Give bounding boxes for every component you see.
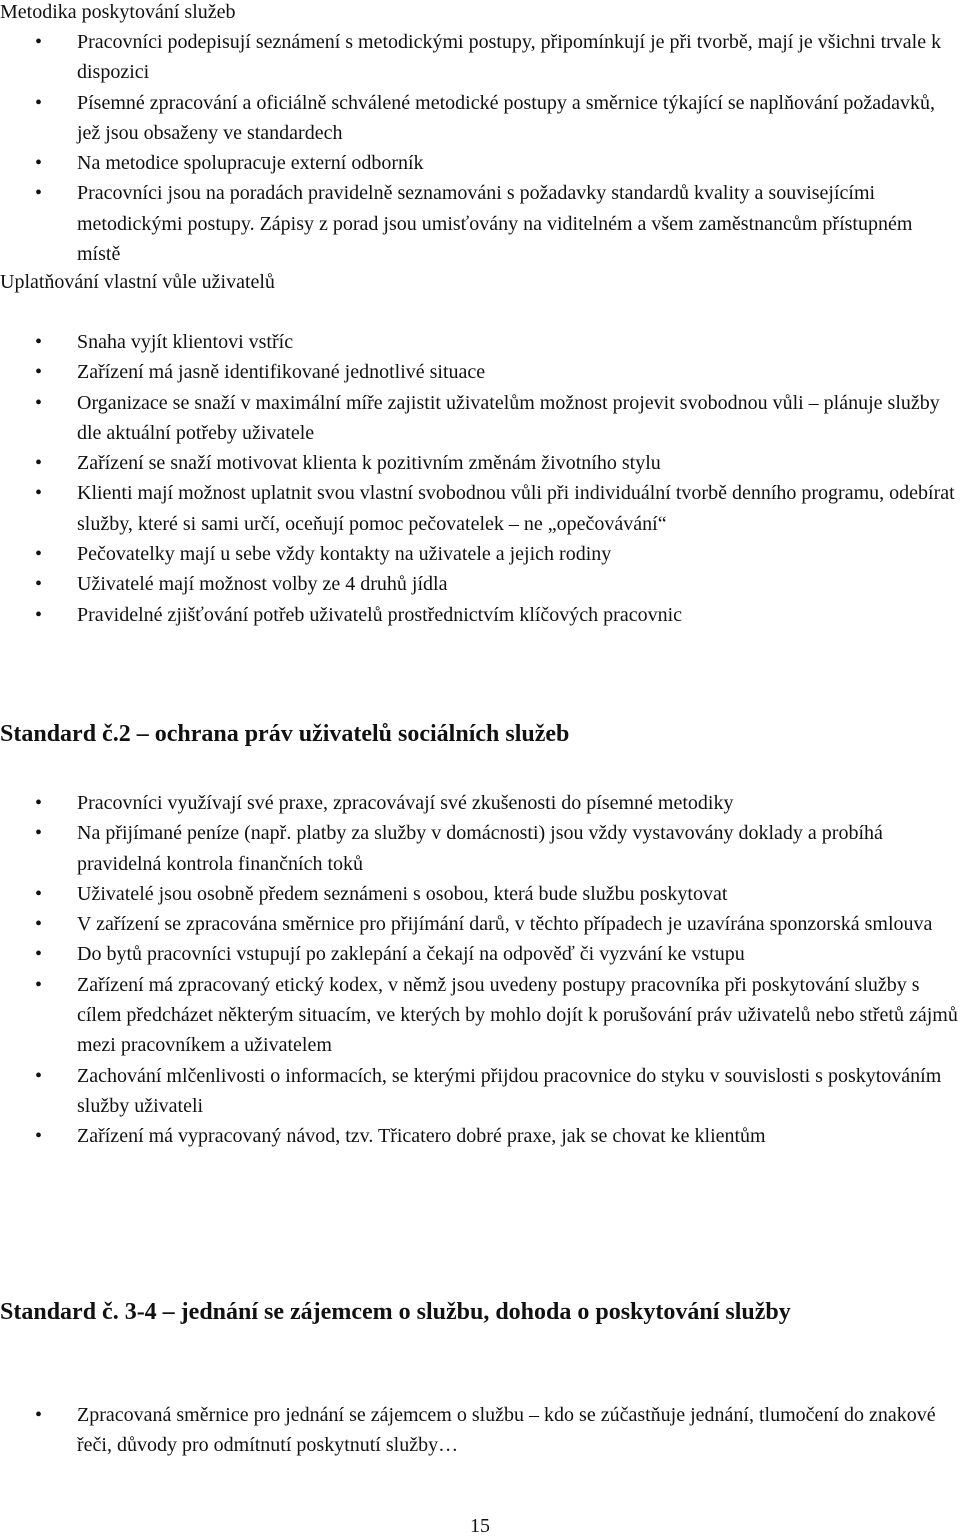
section-heading-vlastni-vule: Uplatňování vlastní vůle uživatelů bbox=[0, 271, 275, 293]
list-item: • Zařízení má zpracovaný etický kodex, v němž jsou uvedeny postupy pracovníka při poskytování služby s cílem předcházet některým situacím, ve kterých by mohlo dojít k porušování práv uživatelů nebo střetů zájmů mezi pracovníkem a uživatelem bbox=[0, 970, 958, 1061]
list-item: • Snaha vyjít klientovi vstříc bbox=[0, 327, 958, 357]
list-item: • Pečovatelky mají u sebe vždy kontakty na uživatele a jejich rodiny bbox=[0, 539, 958, 569]
list-item: • Zařízení má jasně identifikované jednotlivé situace bbox=[0, 357, 958, 387]
standard-3-4-heading: Standard č. 3-4 – jednání se zájemcem o službu, dohoda o poskytování služby bbox=[0, 1299, 791, 1325]
list-item: • Klienti mají možnost uplatnit svou vlastní svobodnou vůli při individuální tvorbě denního programu, odebírat služby, které si sami určí, oceňují pomoc pečovatelek – ne „opečovávání“ bbox=[0, 478, 958, 539]
vlastni-vule-list bbox=[0, 327, 958, 630]
list-item: • Pracovníci podepisují seznámení s metodickými postupy, připomínkují je při tvorbě, mají je všichni trvale k dispozici bbox=[0, 27, 958, 88]
list-item: • Organizace se snaží v maximální míře zajistit uživatelům možnost projevit svobodnou vůli – plánuje služby dle aktuální potřeby uživatele bbox=[0, 388, 958, 449]
list-item: • Zpracovaná směrnice pro jednání se zájemcem o službu – kdo se zúčastňuje jednání, tlumočení do znakové řeči, důvody pro odmítnutí poskytnutí služby… bbox=[0, 1400, 958, 1461]
page-number: 15 bbox=[470, 1515, 490, 1537]
list-item: • Zachování mlčenlivosti o informacích, se kterými přijdou pracovnice do styku v souvislosti s poskytováním služby uživateli bbox=[0, 1061, 958, 1122]
list-item: • Písemné zpracování a oficiálně schválené metodické postupy a směrnice týkající se naplňování požadavků, jež jsou obsaženy ve standardech bbox=[0, 88, 958, 149]
standard-2-list bbox=[0, 788, 958, 1152]
list-item: • Pracovníci využívají své praxe, zpracovávají své zkušenosti do písemné metodiky bbox=[0, 788, 958, 818]
list-item: • Pravidelné zjišťování potřeb uživatelů prostřednictvím klíčových pracovnic bbox=[0, 600, 958, 630]
list-item: • Zařízení má vypracovaný návod, tzv. Třicatero dobré praxe, jak se chovat ke klientům bbox=[0, 1121, 958, 1151]
list-item: • V zařízení se zpracována směrnice pro přijímání darů, v těchto případech je uzavírána sponzorská smlouva bbox=[0, 909, 958, 939]
list-item: • Na metodice spolupracuje externí odborník bbox=[0, 148, 958, 178]
section-heading-metodika: Metodika poskytování služeb bbox=[0, 1, 236, 23]
standard-2-heading: Standard č.2 – ochrana práv uživatelů sociálních služeb bbox=[0, 721, 570, 747]
list-item: • Uživatelé jsou osobně předem seznámeni s osobou, která bude službu poskytovat bbox=[0, 879, 958, 909]
list-item: • Na přijímané peníze (např. platby za služby v domácnosti) jsou vždy vystavovány doklady a probíhá pravidelná kontrola finančních toků bbox=[0, 818, 958, 879]
list-item: • Pracovníci jsou na poradách pravidelně seznamováni s požadavky standardů kvality a souvisejícími metodickými postupy. Zápisy z porad jsou umisťovány na viditelném a všem zaměstnancům přístupném místě bbox=[0, 178, 958, 269]
standard-3-4-list bbox=[0, 1400, 958, 1461]
metodika-list bbox=[0, 27, 958, 269]
list-item: • Zařízení se snaží motivovat klienta k pozitivním změnám životního stylu bbox=[0, 448, 958, 478]
list-item: • Do bytů pracovníci vstupují po zaklepání a čekají na odpověď či vyzvání ke vstupu bbox=[0, 939, 958, 969]
list-item: • Uživatelé mají možnost volby ze 4 druhů jídla bbox=[0, 569, 958, 599]
